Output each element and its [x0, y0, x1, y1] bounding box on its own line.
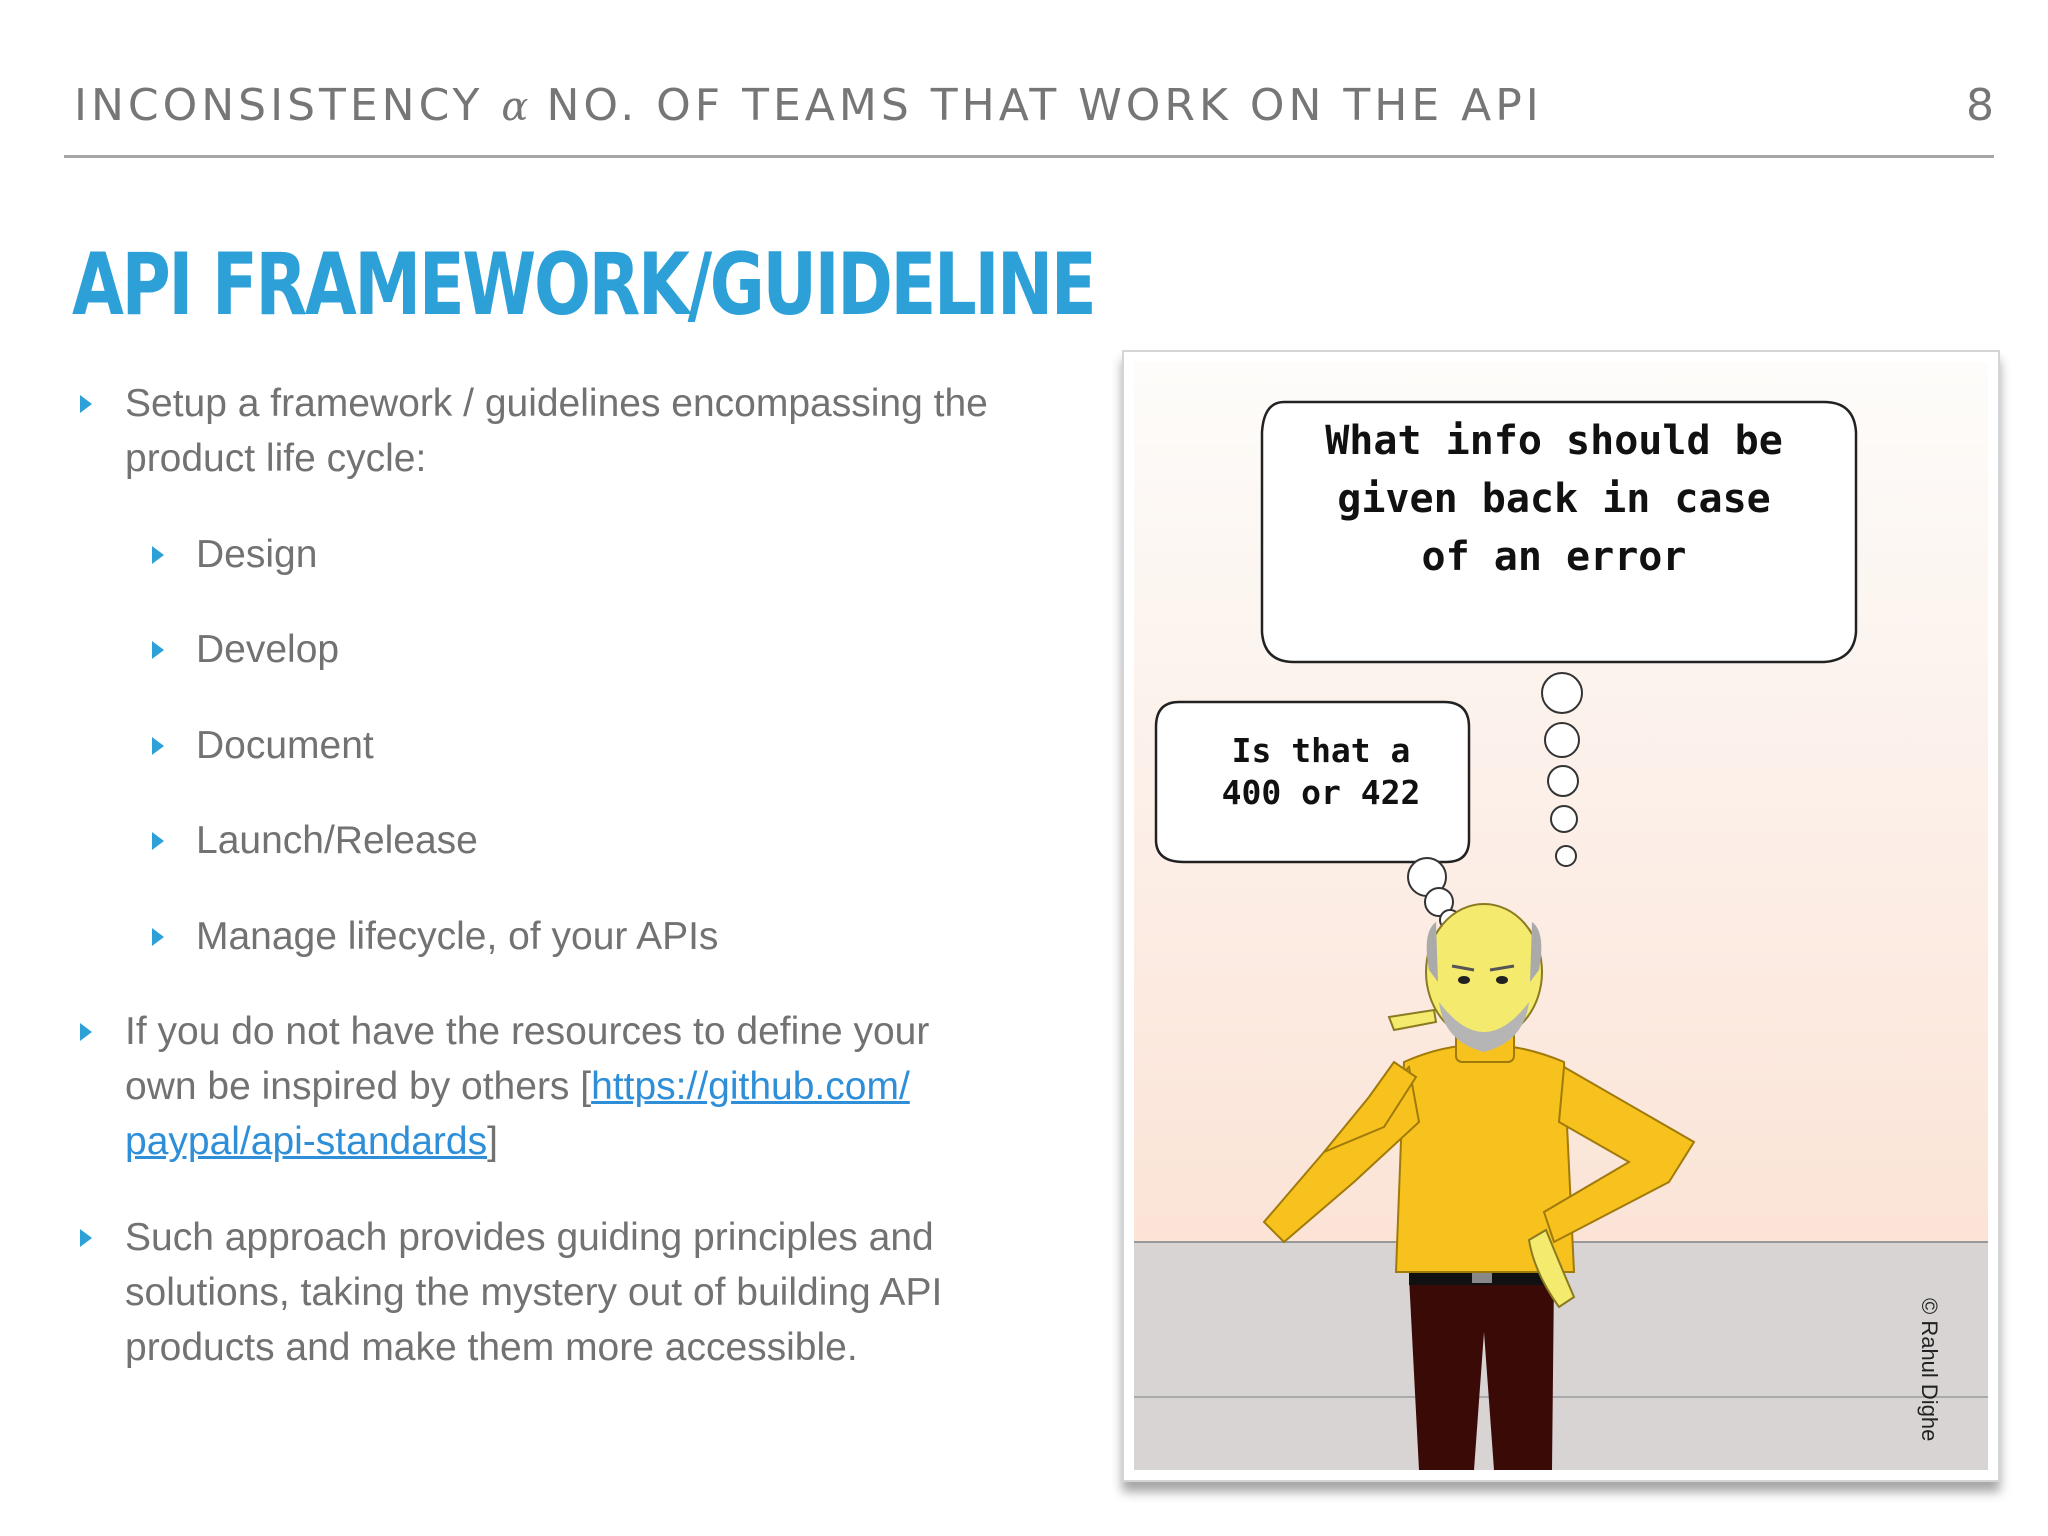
page-number: 8 — [1966, 80, 1994, 131]
bullet-triangle-icon — [152, 641, 164, 659]
bullet-triangle-icon — [80, 1023, 92, 1041]
bubble-large-text — [1264, 412, 1844, 586]
bullet-triangle-icon — [152, 832, 164, 850]
bullet-text: own be inspired by others [ — [125, 1065, 592, 1108]
bullet-triangle-icon — [80, 1229, 92, 1247]
bullet-line: Setup a framework / guidelines encompassing the — [125, 382, 988, 425]
bullet-triangle-icon — [80, 395, 92, 413]
bullet-item-framework — [125, 376, 1085, 486]
sub-bullet-label: Manage lifecycle, of your APIs — [196, 915, 719, 958]
bullet-item-resources — [125, 1004, 1085, 1169]
sub-bullet-manage — [196, 909, 1046, 964]
bullet-line: If you do not have the resources to define your — [125, 1010, 930, 1053]
sub-bullet-label: Design — [196, 533, 318, 576]
bubble-line: What info should be — [1325, 418, 1783, 464]
bullet-triangle-icon — [152, 928, 164, 946]
bullet-triangle-icon — [152, 546, 164, 564]
sub-bullet-label: Document — [196, 724, 374, 767]
sub-bullet-document — [196, 718, 1046, 773]
bullet-line: products and make them more accessible. — [125, 1326, 858, 1369]
cartoon-frame — [1122, 350, 2000, 1482]
bullet-line — [125, 1059, 1085, 1114]
bullet-item-approach — [125, 1210, 1085, 1375]
bubble-small-text — [1156, 730, 1486, 814]
header-title-part1: INCONSISTENCY — [74, 80, 484, 131]
sub-bullet-design — [196, 527, 1046, 582]
bullet-line: Such approach provides guiding principles and — [125, 1216, 934, 1259]
bubble-line: of an error — [1421, 534, 1687, 580]
sub-bullet-label: Develop — [196, 628, 340, 671]
bullet-triangle-icon — [152, 737, 164, 755]
bullet-line: solutions, taking the mystery out of building API — [125, 1271, 943, 1314]
section-title: API FRAMEWORK/GUIDELINE — [72, 235, 1095, 335]
cartoon-credit: © Rahul Dighe — [1917, 1298, 1942, 1442]
sub-bullet-develop — [196, 622, 1046, 677]
slide-header — [74, 72, 1994, 142]
bubble-line: Is that a — [1231, 731, 1411, 770]
bubble-line: 400 or 422 — [1221, 773, 1421, 812]
bullet-line — [125, 1114, 1085, 1169]
bubble-line: given back in case — [1337, 476, 1771, 522]
header-title-part2: NO. OF TEAMS THAT WORK ON THE API — [546, 80, 1543, 131]
paypal-api-standards-link-cont[interactable]: paypal/api-standards — [125, 1120, 488, 1163]
bullet-text: ] — [487, 1120, 498, 1163]
paypal-api-standards-link[interactable]: https://github.com/ — [591, 1065, 910, 1108]
alpha-symbol: α — [501, 84, 529, 130]
bullet-line: product life cycle: — [125, 437, 427, 480]
sub-bullet-launch — [196, 813, 1046, 868]
header-divider — [64, 155, 1994, 158]
header-title — [74, 80, 1543, 131]
sub-bullet-label: Launch/Release — [196, 819, 478, 862]
